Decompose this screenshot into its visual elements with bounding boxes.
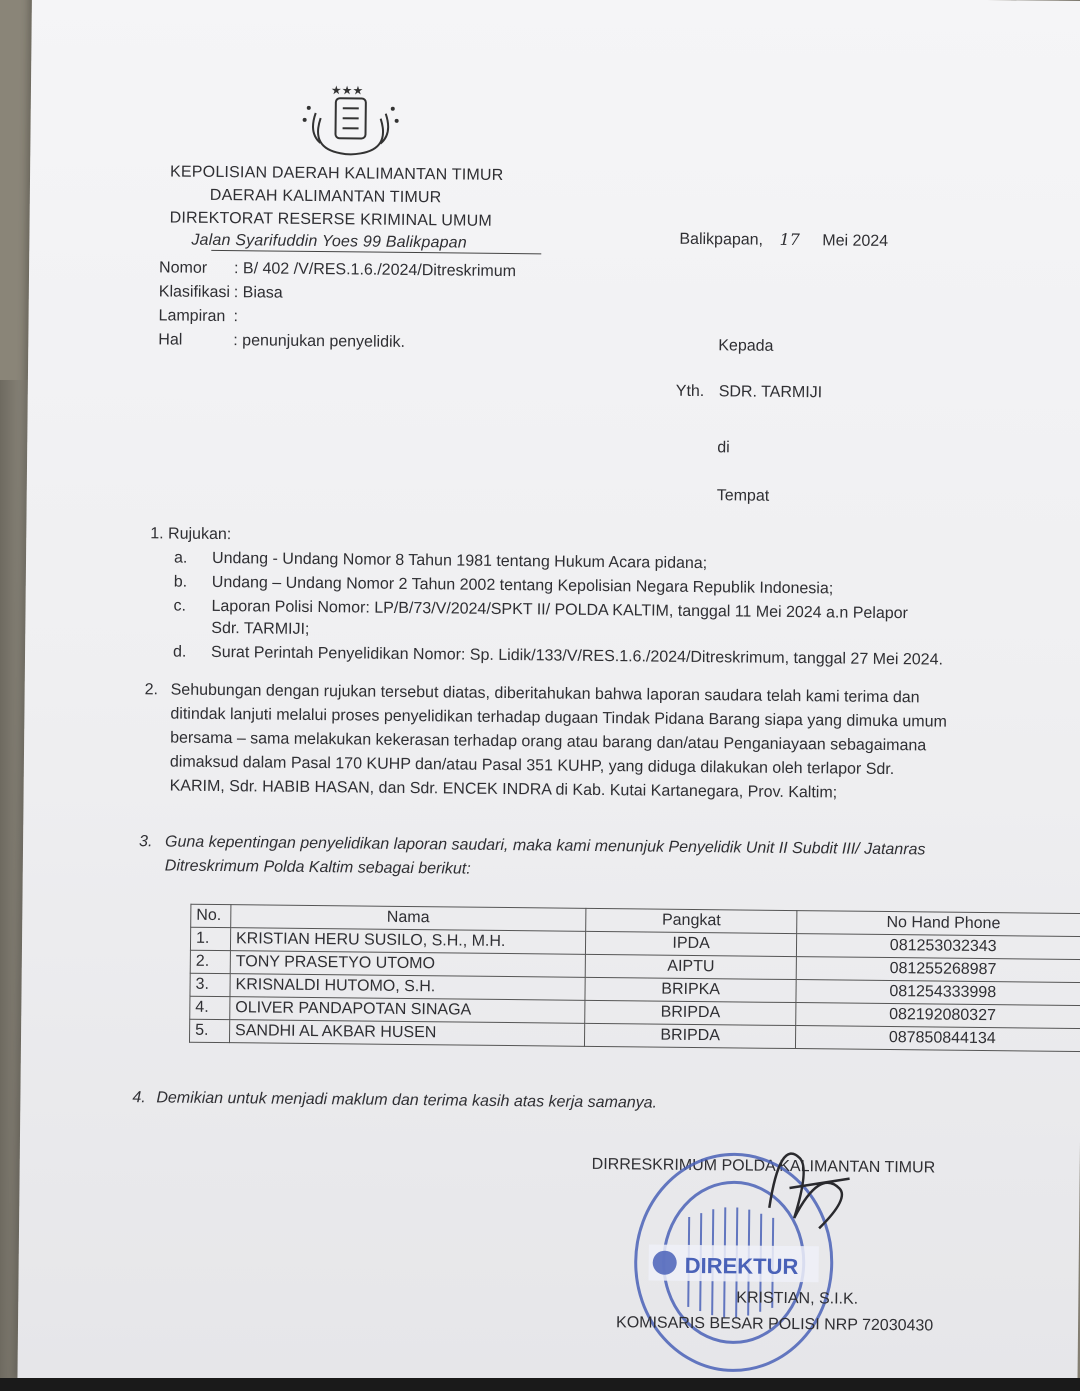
cell-hp: 081255268987 <box>797 957 1080 983</box>
letterhead-address: Jalan Syarifuddin Yoes 99 Balikpapan <box>191 231 468 252</box>
recipient-line <box>676 383 823 403</box>
klasifikasi-label: Klasifikasi <box>158 283 231 302</box>
cell-pangkat: IPDA <box>585 931 797 956</box>
letterhead-line-1: KEPOLISIAN DAERAH KALIMANTAN TIMUR <box>170 163 504 184</box>
police-emblem-icon <box>280 78 421 159</box>
cell-no: 1. <box>190 927 230 950</box>
section1-item-c-letter: c. <box>173 597 187 615</box>
section1-title: 1. Rujukan: <box>150 525 232 544</box>
section4-num: 4. <box>132 1089 146 1107</box>
letterhead-line-2: DAERAH KALIMANTAN TIMUR <box>209 186 442 207</box>
section2-line-1: Sehubungan dengan rujukan tersebut diatas, diberitahukan bahwa laporan saudara telah kami terima dan <box>170 681 920 707</box>
section1-item-b-letter: b. <box>173 573 188 591</box>
section1-item-c-cont: Sdr. TARMIJI; <box>211 619 310 638</box>
section2-line-3: bersama – sama melakukan kekerasan terhadap orang atau barang dan/atau Penganiayaan sebagaimana <box>170 729 927 755</box>
cell-pangkat: BRIPDA <box>584 1023 796 1048</box>
section3-line-1: Guna kepentingan penyelidikan laporan saudari, maka kami menunjuk Penyelidik Unit II Subdit III/ Jatanras <box>164 833 926 859</box>
cell-pangkat: BRIPKA <box>585 977 797 1002</box>
cell-nama: SANDHI AL AKBAR HUSEN <box>229 1020 584 1047</box>
letter-page <box>17 0 1080 1391</box>
header-hp: No Hand Phone <box>797 911 1080 937</box>
investigator-table <box>189 904 1080 1052</box>
cell-no: 2. <box>190 950 230 973</box>
klasifikasi-value: : Biasa <box>233 284 283 302</box>
svg-text:★★★: ★★★ <box>330 83 364 98</box>
cell-no: 5. <box>189 1019 229 1042</box>
signature-title: DIRRESKRIMUM POLDA KALIMANTAN TIMUR <box>591 1155 936 1177</box>
recipient-tempat: Tempat <box>716 487 770 505</box>
signature-name: KRISTIAN, S.I.K. <box>736 1289 859 1308</box>
section2-line-5: KARIM, Sdr. HABIB HASAN, dan Sdr. ENCEK INDRA di Kab. Kutai Kartanegara, Prov. Kaltim; <box>169 777 838 802</box>
section4-text: Demikian untuk menjadi maklum dan terima kasih atas kerja samanya. <box>156 1089 658 1112</box>
hal-value: : penunjukan penyelidik. <box>233 332 406 351</box>
cell-pangkat: BRIPDA <box>584 1000 796 1025</box>
section1-item-a-letter: a. <box>173 549 188 567</box>
section1-item-b: Undang – Undang Nomor 2 Tahun 2002 tentang Kepolisian Negara Republik Indonesia; <box>211 573 834 598</box>
recipient-kepada: Kepada <box>718 337 774 355</box>
cell-no: 3. <box>190 973 230 996</box>
section1-item-c: Laporan Polisi Nomor: LP/B/73/V/2024/SPKT II/ POLDA KALTIM, tanggal 11 Mei 2024 a.n Pelapor <box>211 597 908 623</box>
section3-line-2: Ditreskrimum Polda Kaltim sebagai berikut: <box>164 857 471 878</box>
date-line <box>679 229 888 251</box>
cell-hp: 081254333998 <box>796 980 1080 1006</box>
signature-rank: KOMISARIS BESAR POLISI NRP 72030430 <box>615 1314 934 1335</box>
date-place: Balikpapan, <box>679 230 764 249</box>
hal-label: Hal <box>158 331 183 349</box>
cell-nama: OLIVER PANDAPOTAN SINAGA <box>230 997 585 1024</box>
section3-num: 3. <box>138 833 153 851</box>
lampiran-value: : <box>233 308 239 326</box>
screen-bottom-bar <box>0 1378 1080 1391</box>
section2-line-4: dimaksud dalam Pasal 170 KUHP dan/atau Pasal 351 KUHP, yang diduga dilakukan oleh terlapor Sdr. <box>169 753 895 779</box>
nomor-value: : B/ 402 /V/RES.1.6./2024/Ditreskrimum <box>234 260 517 281</box>
handwritten-signature <box>749 1128 870 1249</box>
lampiran-label: Lampiran <box>158 307 226 326</box>
section1-item-a: Undang - Undang Nomor 8 Tahun 1981 tentang Hukum Acara pidana; <box>211 549 708 573</box>
stamp-text: DIREKTUR <box>684 1252 799 1280</box>
section2-line-2: ditindak lanjuti melalui proses penyelidikan terhadap dugaan Tindak Pidana Barang siapa yang dimuka umum <box>170 705 947 731</box>
date-day: 17 <box>779 229 800 250</box>
header-pangkat: Pangkat <box>585 908 797 933</box>
cell-nama: KRISTIAN HERU SUSILO, S.H., M.H. <box>230 928 585 955</box>
cell-nama: KRISNALDI HUTOMO, S.H. <box>230 974 585 1001</box>
recipient-name: SDR. TARMIJI <box>718 383 823 402</box>
cell-hp: 081253032343 <box>797 934 1080 960</box>
nomor-label: Nomor <box>159 259 208 277</box>
date-month-year: Mei 2024 <box>822 232 889 250</box>
section2-num: 2. <box>144 681 159 699</box>
cell-hp: 082192080327 <box>796 1003 1080 1029</box>
section1-item-d-letter: d. <box>172 643 187 661</box>
cell-no: 4. <box>190 996 230 1019</box>
header-no: No. <box>191 904 231 927</box>
recipient-yth: Yth. <box>675 382 705 401</box>
recipient-di: di <box>717 439 730 457</box>
cell-nama: TONY PRASETYO UTOMO <box>230 951 585 978</box>
cell-hp: 087850844134 <box>796 1026 1080 1052</box>
header-nama: Nama <box>231 905 586 932</box>
section1-item-d: Surat Perintah Penyelidikan Nomor: Sp. Lidik/133/V/RES.1.6./2024/Ditreskrimum, tanggal 27 Mei 2024. <box>210 643 944 669</box>
letterhead-line-3: DIREKTORAT RESERSE KRIMINAL UMUM <box>169 209 493 230</box>
cell-pangkat: AIPTU <box>585 954 797 979</box>
